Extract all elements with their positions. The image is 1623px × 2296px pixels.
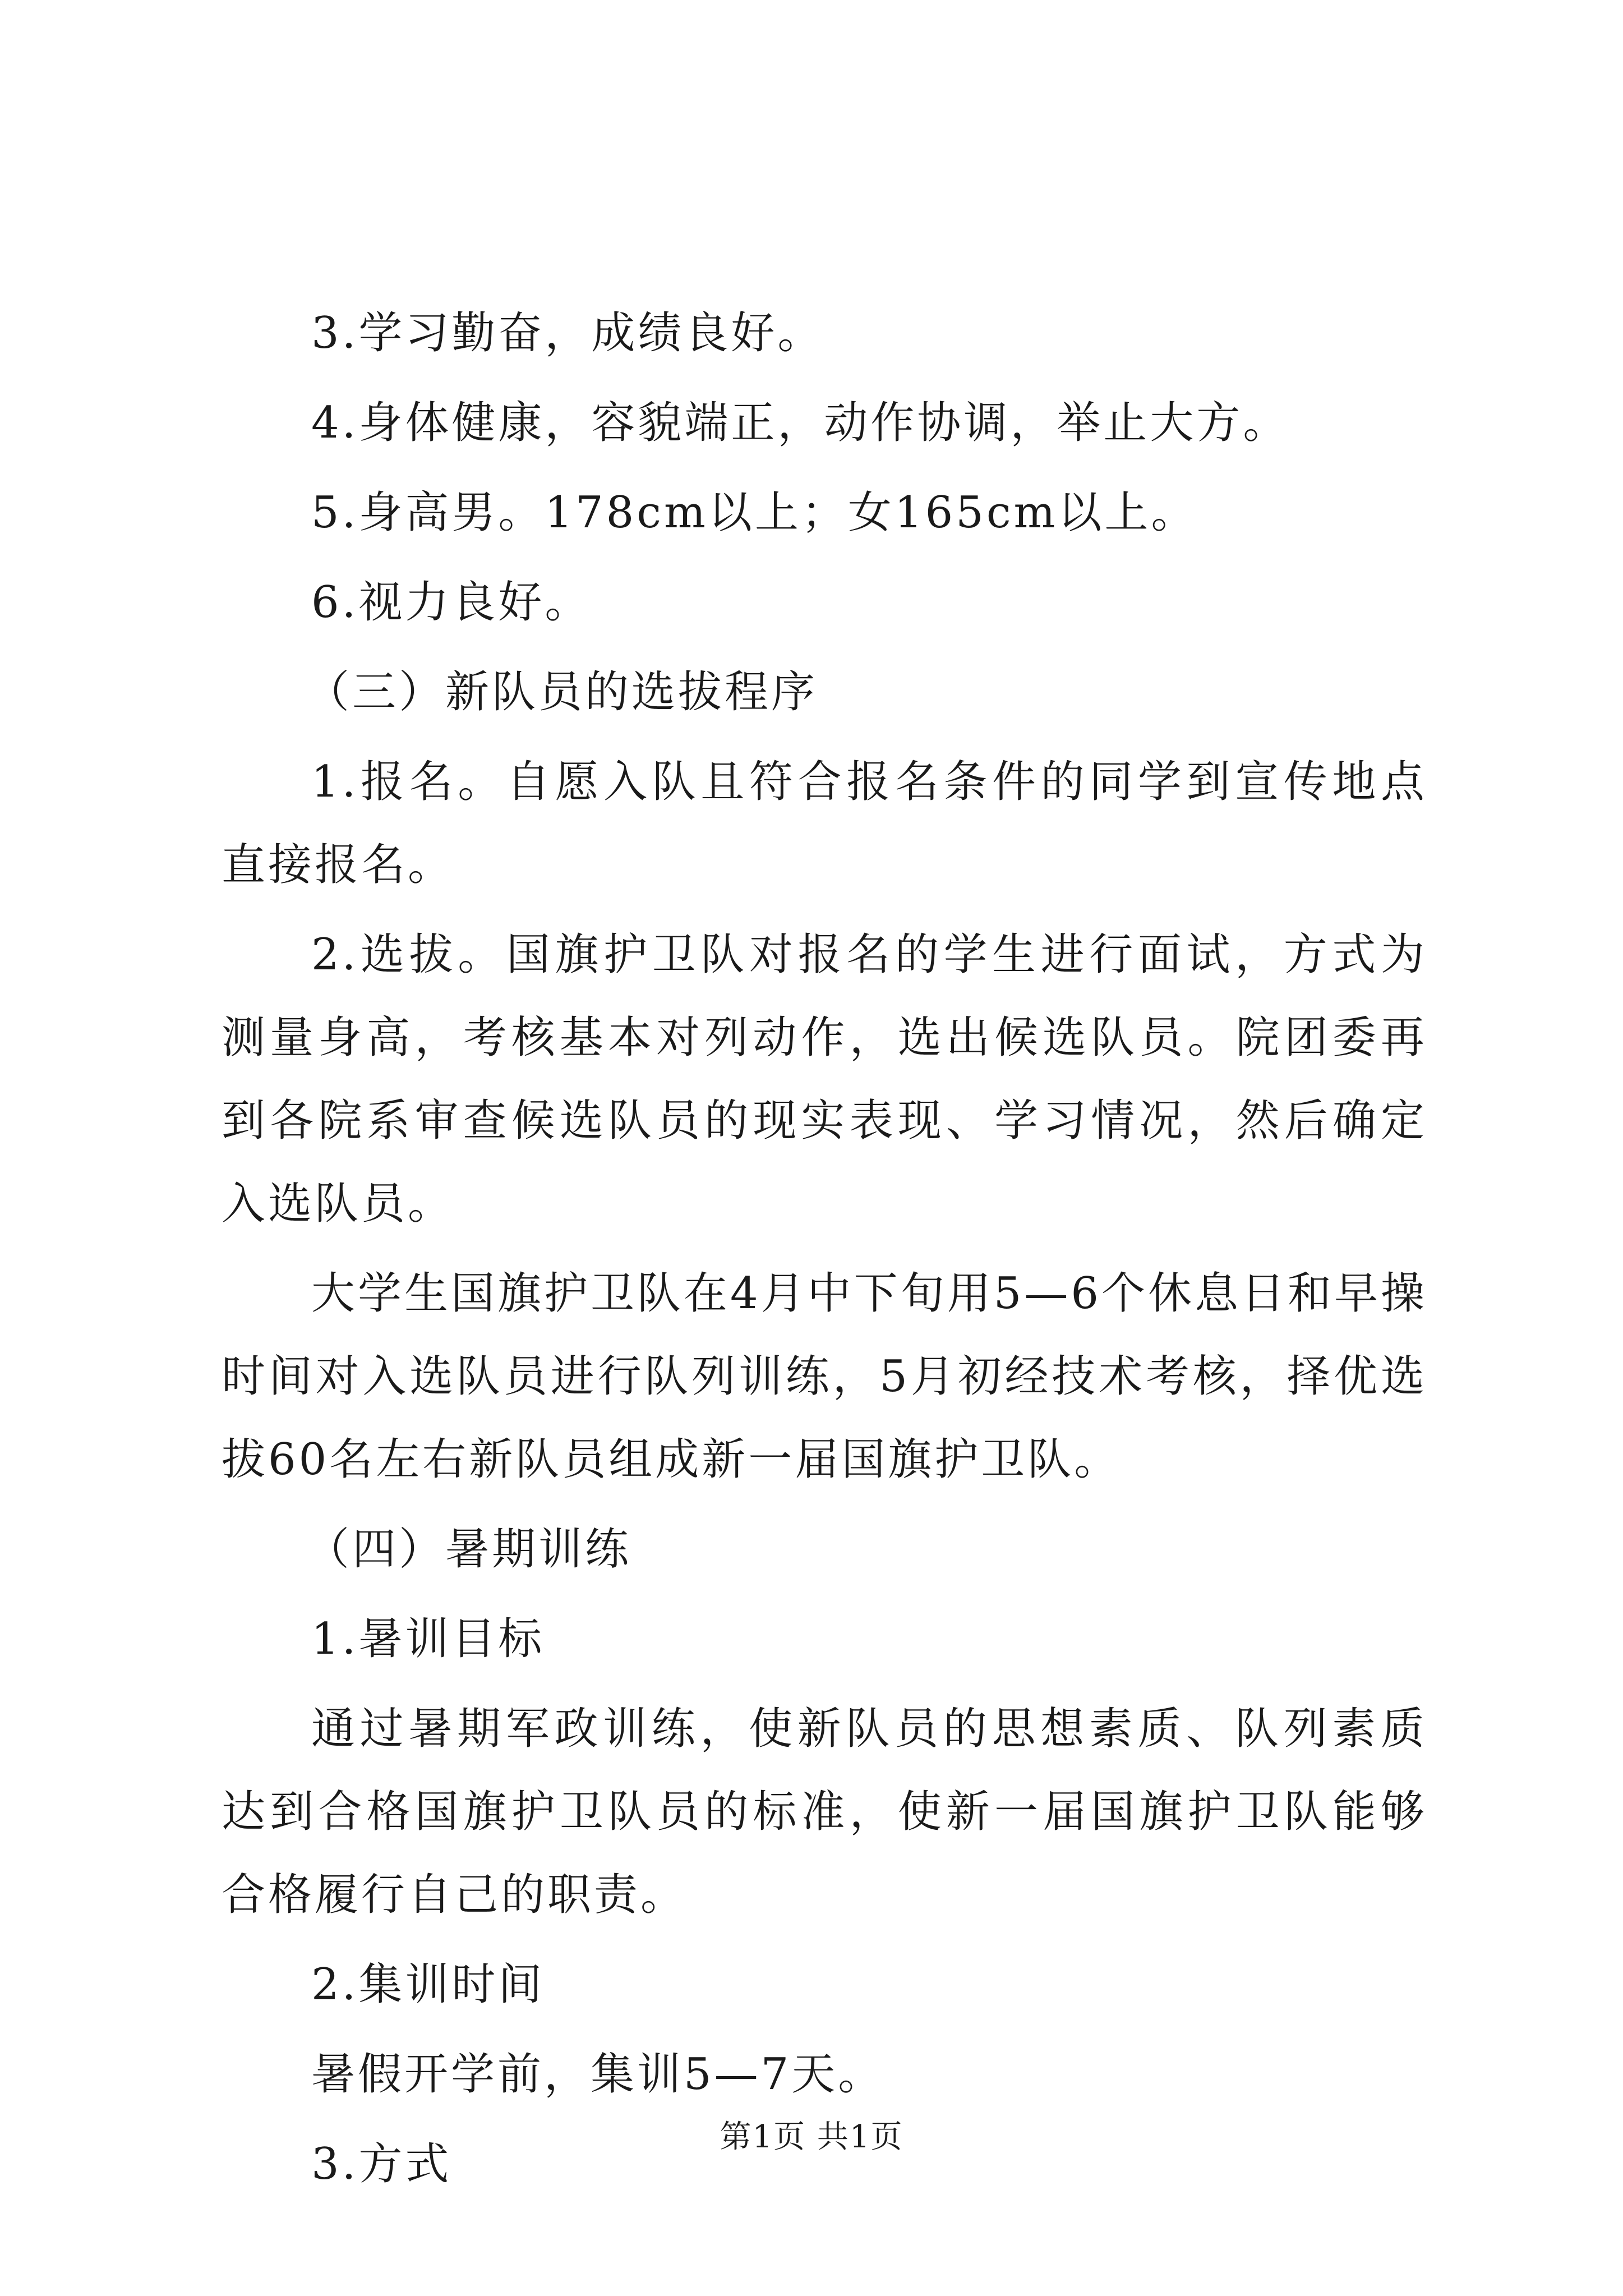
paragraph-requirement-3: 3.学习勤奋，成绩良好。 <box>311 308 824 358</box>
subheading-training-time: 2.集训时间 <box>311 1959 545 2010</box>
paragraph-training-time: 暑假开学前，集训5—7天。 <box>311 2049 885 2100</box>
document-body <box>222 292 1427 2212</box>
page-footer: 第1页 共1页 <box>720 2119 903 2155</box>
paragraph-training-goal: 通过暑期军政训练，使新队员的思想素质、队列素质达到合格国旗护卫队员的标准，使新一届国旗护卫队能够合格履行自己的职责。 <box>222 1704 1427 1920</box>
subheading-training-goal: 1.暑训目标 <box>311 1614 545 1664</box>
paragraph-requirement-6: 6.视力良好。 <box>311 577 592 628</box>
paragraph-selection: 2.选拔。国旗护卫队对报名的学生进行面试，方式为测量身高，考核基本对列动作，选出候选队员。院团委再到各院系审查候选队员的现实表现、学习情况，然后确定入选队员。 <box>222 930 1427 1229</box>
section-heading-selection-procedure: （三）新队员的选拔程序 <box>306 667 818 717</box>
paragraph-requirement-5: 5.身高男。178cm以上；女165cm以上。 <box>311 487 1198 538</box>
subheading-method: 3.方式 <box>311 2139 452 2189</box>
paragraph-requirement-4: 4.身体健康，容貌端正，动作协调，举止大方。 <box>311 398 1290 448</box>
paragraph-registration: 1.报名。自愿入队且符合报名条件的同学到宣传地点直接报名。 <box>222 757 1427 890</box>
section-heading-summer-training: （四）暑期训练 <box>306 1524 632 1575</box>
paragraph-training-schedule: 大学生国旗护卫队在4月中下旬用5—6个休息日和早操时间对入选队员进行队列训练，5月初经技术考核，择优选拔60名左右新队员组成新一届国旗护卫队。 <box>222 1268 1427 1485</box>
